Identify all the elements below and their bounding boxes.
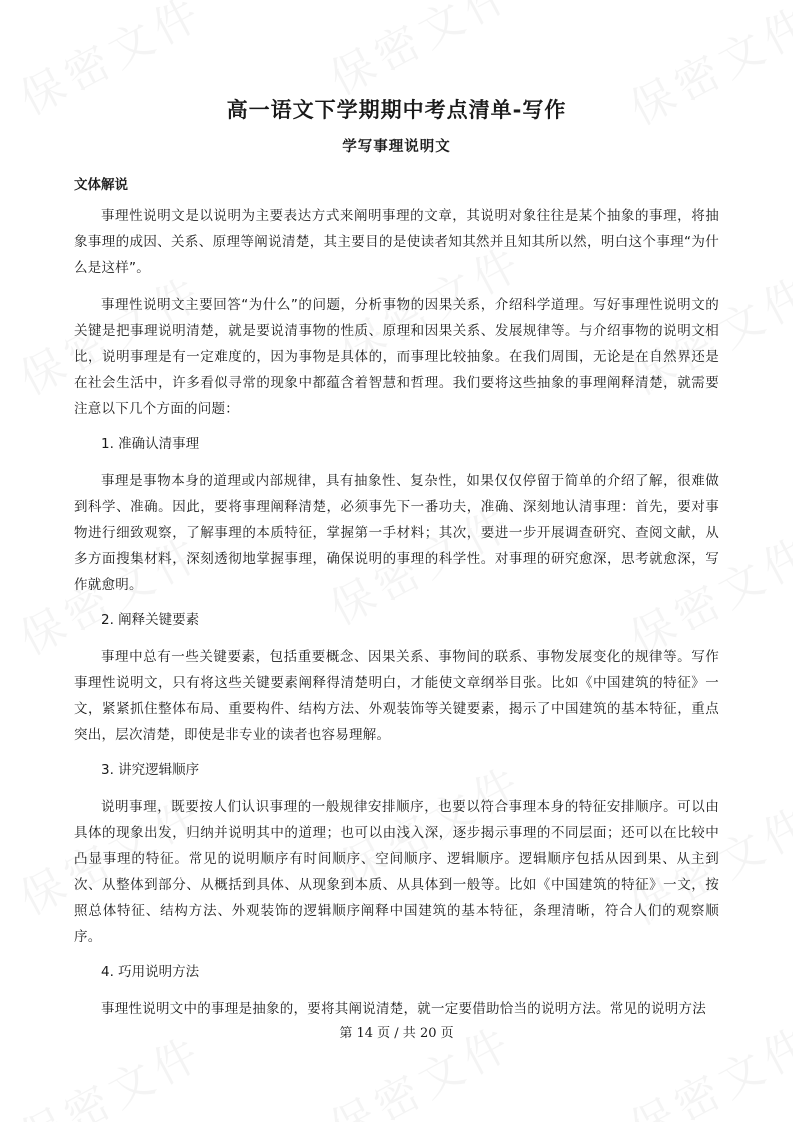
subsection-paragraph: 说明事理，既要按人们认识事理的一般规律安排顺序，也要以符合事理本身的特征安排顺序。可以由具体的现象出发，归纳并说明其中的道理；也可以由浅入深，逐步揭示事理的不同层面；还可以在比较中凸显事理的特征。常见的说明顺序有时间顺序、空间顺序、逻辑顺序。逻辑顺序包括从因到果、从主到次、从整体到部分、从概括到具体、从现象到本质、从具体到一般等。比如《中国建筑的特征》一文，按照总体特征、结构方法、外观装饰的逻辑顺序阐释中国建筑的基本特征，条理清晰，符合人们的观察顺序。: [74, 799, 719, 945]
subsection-heading: 3. 讲究逻辑顺序: [101, 762, 200, 778]
subsection-paragraph: 事理中总有一些关键要素，包括重要概念、因果关系、事物间的联系、事物发展变化的规律等。写作事理性说明文，只有将这些关键要素阐释得清楚明白，才能使文章纲举目张。比如《中国建筑的特征》一文，紧紧抓住整体布局、重要构件、结构方法、外观装饰等关键要素，揭示了中国建筑的基本特征，重点突出，层次清楚，即使是非专业的读者也容易理解。: [74, 649, 719, 743]
section-heading: 文体解说: [74, 177, 128, 193]
page-footer: 第 14 页 / 共 20 页: [339, 1026, 454, 1041]
subsection-heading: 1. 准确认清事理: [101, 436, 200, 452]
page-title: 高一语文下学期期中考点清单-写作: [226, 98, 567, 122]
subsection-paragraph: 事理是事物本身的道理或内部规律，具有抽象性、复杂性，如果仅仅停留于简单的介绍了解，很难做到科学、准确。因此，要将事理阐释清楚，必须事先下一番功夫，准确、深刻地认清事理：首先，要对事物进行细致观察，了解事理的本质特征，掌握第一手材料；其次，要进一步开展调查研究、查阅文献，从多方面搜集材料，深刻透彻地掌握事理，确保说明的事理的科学性。对事理的研究愈深，思考就愈深，写作就愈明。: [74, 473, 719, 593]
intro-paragraph: 事理性说明文主要回答“为什么”的问题，分析事物的因果关系，介绍科学道理。写好事理性说明文的关键是把事理说明清楚，就是要说清事物的性质、原理和因果关系、发展规律等。与介绍事物的说明文相比，说明事理是有一定难度的，因为事物是具体的，而事理比较抽象。在我们周围，无论是在自然界还是在社会生活中，许多看似寻常的现象中都蕴含着智慧和哲理。我们要将这些抽象的事理阐释清楚，就需要注意以下几个方面的问题：: [74, 297, 719, 417]
subsection-heading: 4. 巧用说明方法: [101, 964, 200, 980]
watermark: [317, 0, 524, 107]
document-body: [74, 175, 719, 1033]
page-subtitle: 学写事理说明文: [342, 138, 451, 155]
intro-paragraph: 事理性说明文是以说明为主要表达方式来阐明事理的文章，其说明对象往往是某个抽象的事理，将抽象事理的成因、关系、原理等阐说清楚，其主要目的是使读者知其然并且知其所以然，明白这个事理“为什么是这样”。: [74, 208, 719, 276]
subsection-paragraph: 事理性说明文中的事理是抽象的，要将其阐说清楚，就一定要借助恰当的说明方法。常见的说明方法: [101, 1001, 706, 1017]
subsection-heading: 2. 阐释关键要素: [101, 612, 200, 628]
